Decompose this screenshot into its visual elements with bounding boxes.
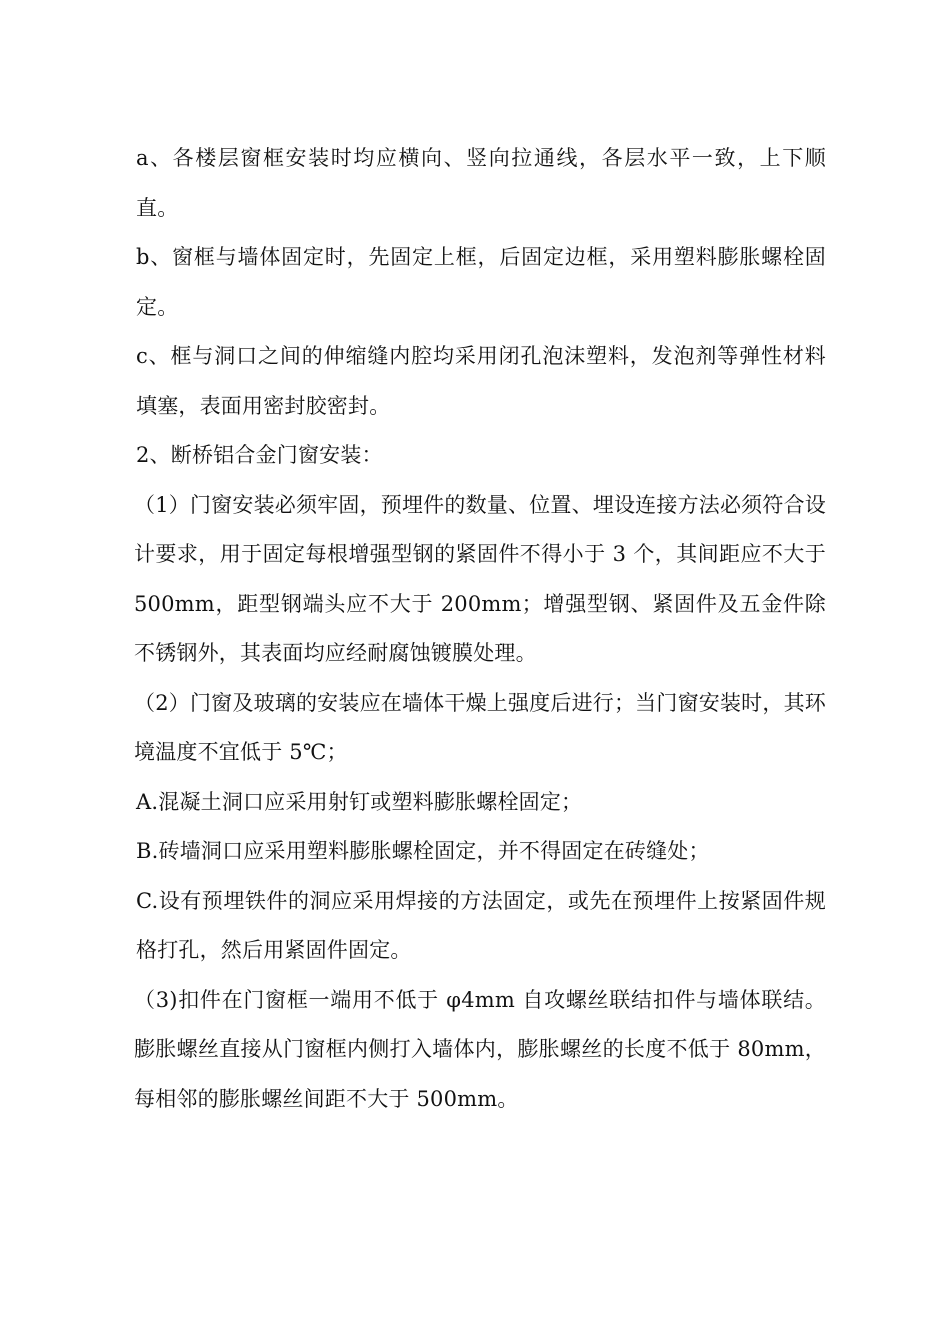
paragraph-3-fastener-screws: （3)扣件在门窗框一端用不低于 φ4mm 自攻螺丝联结扣件与墙体联结。膨胀螺丝直接从门窗框内侧打入墙体内，膨胀螺丝的长度不低于 80mm，每相邻的膨胀螺丝间距不大于 500mm。 [134, 987, 826, 1111]
paragraph-C-embedded-iron: C.设有预埋铁件的洞应采用焊接的方法固定，或先在预埋件上按紧固件规格打孔，然后用紧固件固定。 [136, 888, 826, 962]
paragraph-2-installation-conditions: （2）门窗及玻璃的安装应在墙体干燥上强度后进行；当门窗安装时，其环境温度不宜低于 5℃； [134, 690, 826, 764]
paragraph-b-frame-fixing: b、窗框与墙体固定时，先固定上框，后固定边框，采用塑料膨胀螺栓固定。 [136, 245, 826, 319]
paragraph-1-installation-requirements: （1）门窗安装必须牢固，预埋件的数量、位置、埋设连接方法必须符合设计要求，用于固定每根增强型钢的紧固件不得小于 3 个，其间距应不大于 500mm，距型钢端头应不大于 200mm；增强型钢、紧固件及五金件除不锈钢外，其表面均应经耐腐蚀镀膜处理。 [134, 492, 826, 665]
paragraph-A-concrete-opening: A.混凝土洞口应采用射钉或塑料膨胀螺栓固定； [136, 789, 583, 814]
paragraph-B-brick-opening: B.砖墙洞口应采用塑料膨胀螺栓固定，并不得固定在砖缝处； [136, 839, 710, 863]
section-heading-aluminum-windows: 2、断桥铝合金门窗安装： [136, 443, 383, 467]
paragraph-c-gap-filling: c、框与洞口之间的伸缩缝内腔均采用闭孔泡沫塑料，发泡剂等弹性材料填塞，表面用密封胶密封。 [136, 344, 826, 418]
document-body [136, 134, 826, 1124]
paragraph-a-window-frame-alignment: a、各楼层窗框安装时均应横向、竖向拉通线，各层水平一致，上下顺直。 [136, 146, 826, 220]
